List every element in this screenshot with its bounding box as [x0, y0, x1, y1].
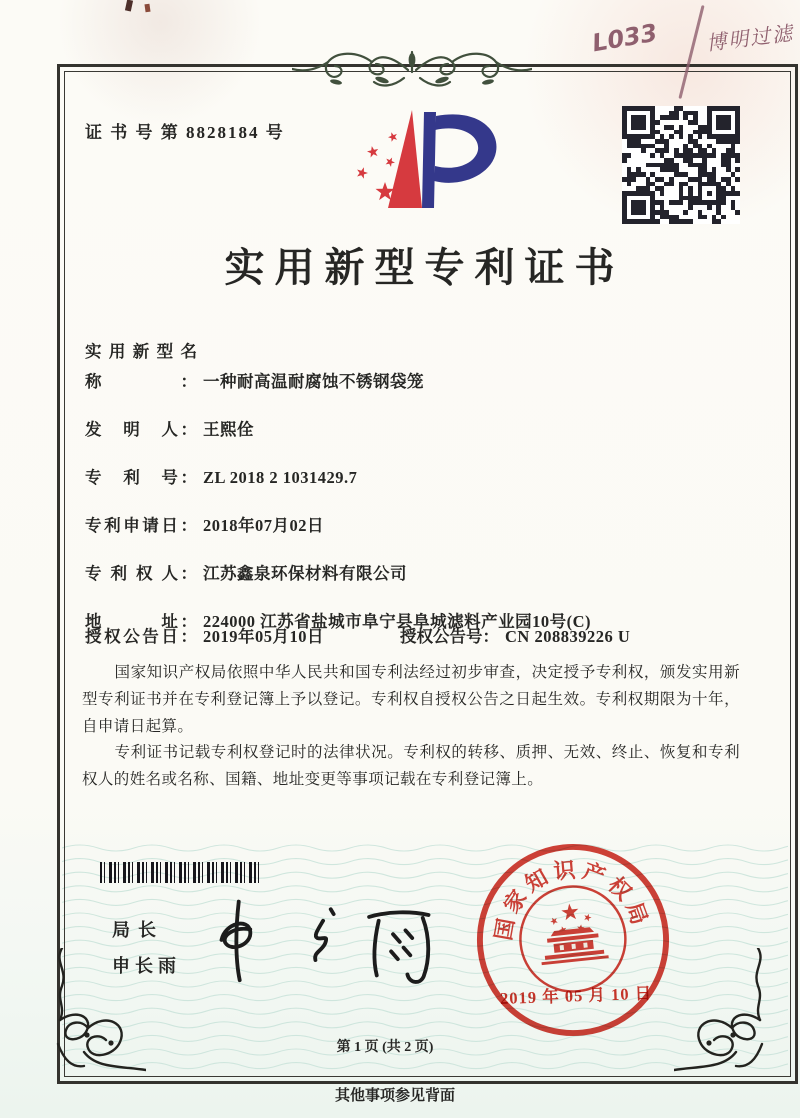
seal-date: 2019 年 05 月 10 日 — [499, 983, 653, 1008]
decree-paragraph: 国家知识产权局依照中华人民共和国专利法经过初步审查，决定授予专利权，颁发实用新型专利证书并在专利登记簿上予以登记。专利权自授权公告之日起生效。专利权期限为十年，自申请日起算。 — [82, 664, 740, 735]
grant-date-value: 2019年05月10日 — [203, 627, 324, 646]
officer-name: 申长雨 — [112, 956, 181, 976]
field-row — [85, 415, 745, 445]
decree-text — [82, 660, 740, 794]
field-row — [85, 463, 745, 493]
field-label: 专利申请日 ： — [85, 511, 197, 541]
cnipa-patent-logo — [336, 104, 508, 226]
grant-date-label: 授权公告日 ： — [85, 622, 197, 652]
field-value: 一种耐高温耐腐蚀不锈钢袋笼 — [203, 372, 424, 391]
qr-code — [622, 106, 740, 224]
field-row — [85, 337, 745, 397]
grant-number-group — [400, 622, 630, 652]
field-value: 224000 江苏省盐城市阜宁县阜城滤料产业园10号(C) — [203, 612, 592, 631]
field-label: 专 利 权 人 ： — [85, 559, 197, 589]
top-ornament — [292, 38, 532, 100]
logo-p-glyph — [388, 110, 496, 208]
handwritten-signature — [210, 886, 440, 991]
officer-title: 局长 — [112, 920, 164, 940]
grant-row — [85, 622, 745, 652]
field-row — [85, 559, 745, 589]
field-label: 地 址 ： — [85, 607, 197, 637]
field-row — [85, 511, 745, 541]
page-number: 第 1 页 (共 2 页) — [336, 1040, 434, 1055]
barcode — [100, 862, 263, 883]
logo-stars — [357, 132, 397, 200]
field-list — [85, 337, 745, 655]
field-value: ZL 2018 2 1031429.7 — [203, 468, 358, 487]
field-value: 2018年07月02日 — [203, 516, 324, 535]
field-label: 发 明 人 ： — [85, 415, 197, 445]
field-label: 专 利 号 ： — [85, 463, 197, 493]
staple-mark — [144, 4, 150, 13]
cnipa-official-seal — [463, 830, 683, 1050]
field-value: 王熙佺 — [203, 420, 254, 439]
field-label: 实用新型名称 ： — [85, 337, 197, 397]
field-value: 江苏鑫泉环保材料有限公司 — [203, 564, 407, 583]
staple-mark — [125, 0, 133, 12]
handwritten-annotation-name: 博明过滤 — [705, 20, 796, 56]
handwritten-annotation-code: L033 — [590, 18, 660, 58]
grant-number-value: CN 208839226 U — [505, 627, 631, 646]
corner-ornament-right — [674, 948, 766, 1076]
certificate-title: 实用新型专利证书 — [224, 245, 625, 290]
grant-number-label: 授权公告号 ： — [400, 627, 499, 646]
certificate-number: 证 书 号 第 8828184 号 — [85, 123, 285, 142]
qr-module — [735, 219, 740, 224]
seal-ring-text: 国家知识产权局 — [491, 857, 654, 943]
decree-paragraph: 专利证书记载专利权登记时的法律状况。专利权的转移、质押、无效、终止、恢复和专利权人的姓名或名称、国籍、地址变更等事项记载在专利登记簿上。 — [82, 744, 740, 789]
back-note: 其他事项参见背面 — [334, 1088, 455, 1104]
